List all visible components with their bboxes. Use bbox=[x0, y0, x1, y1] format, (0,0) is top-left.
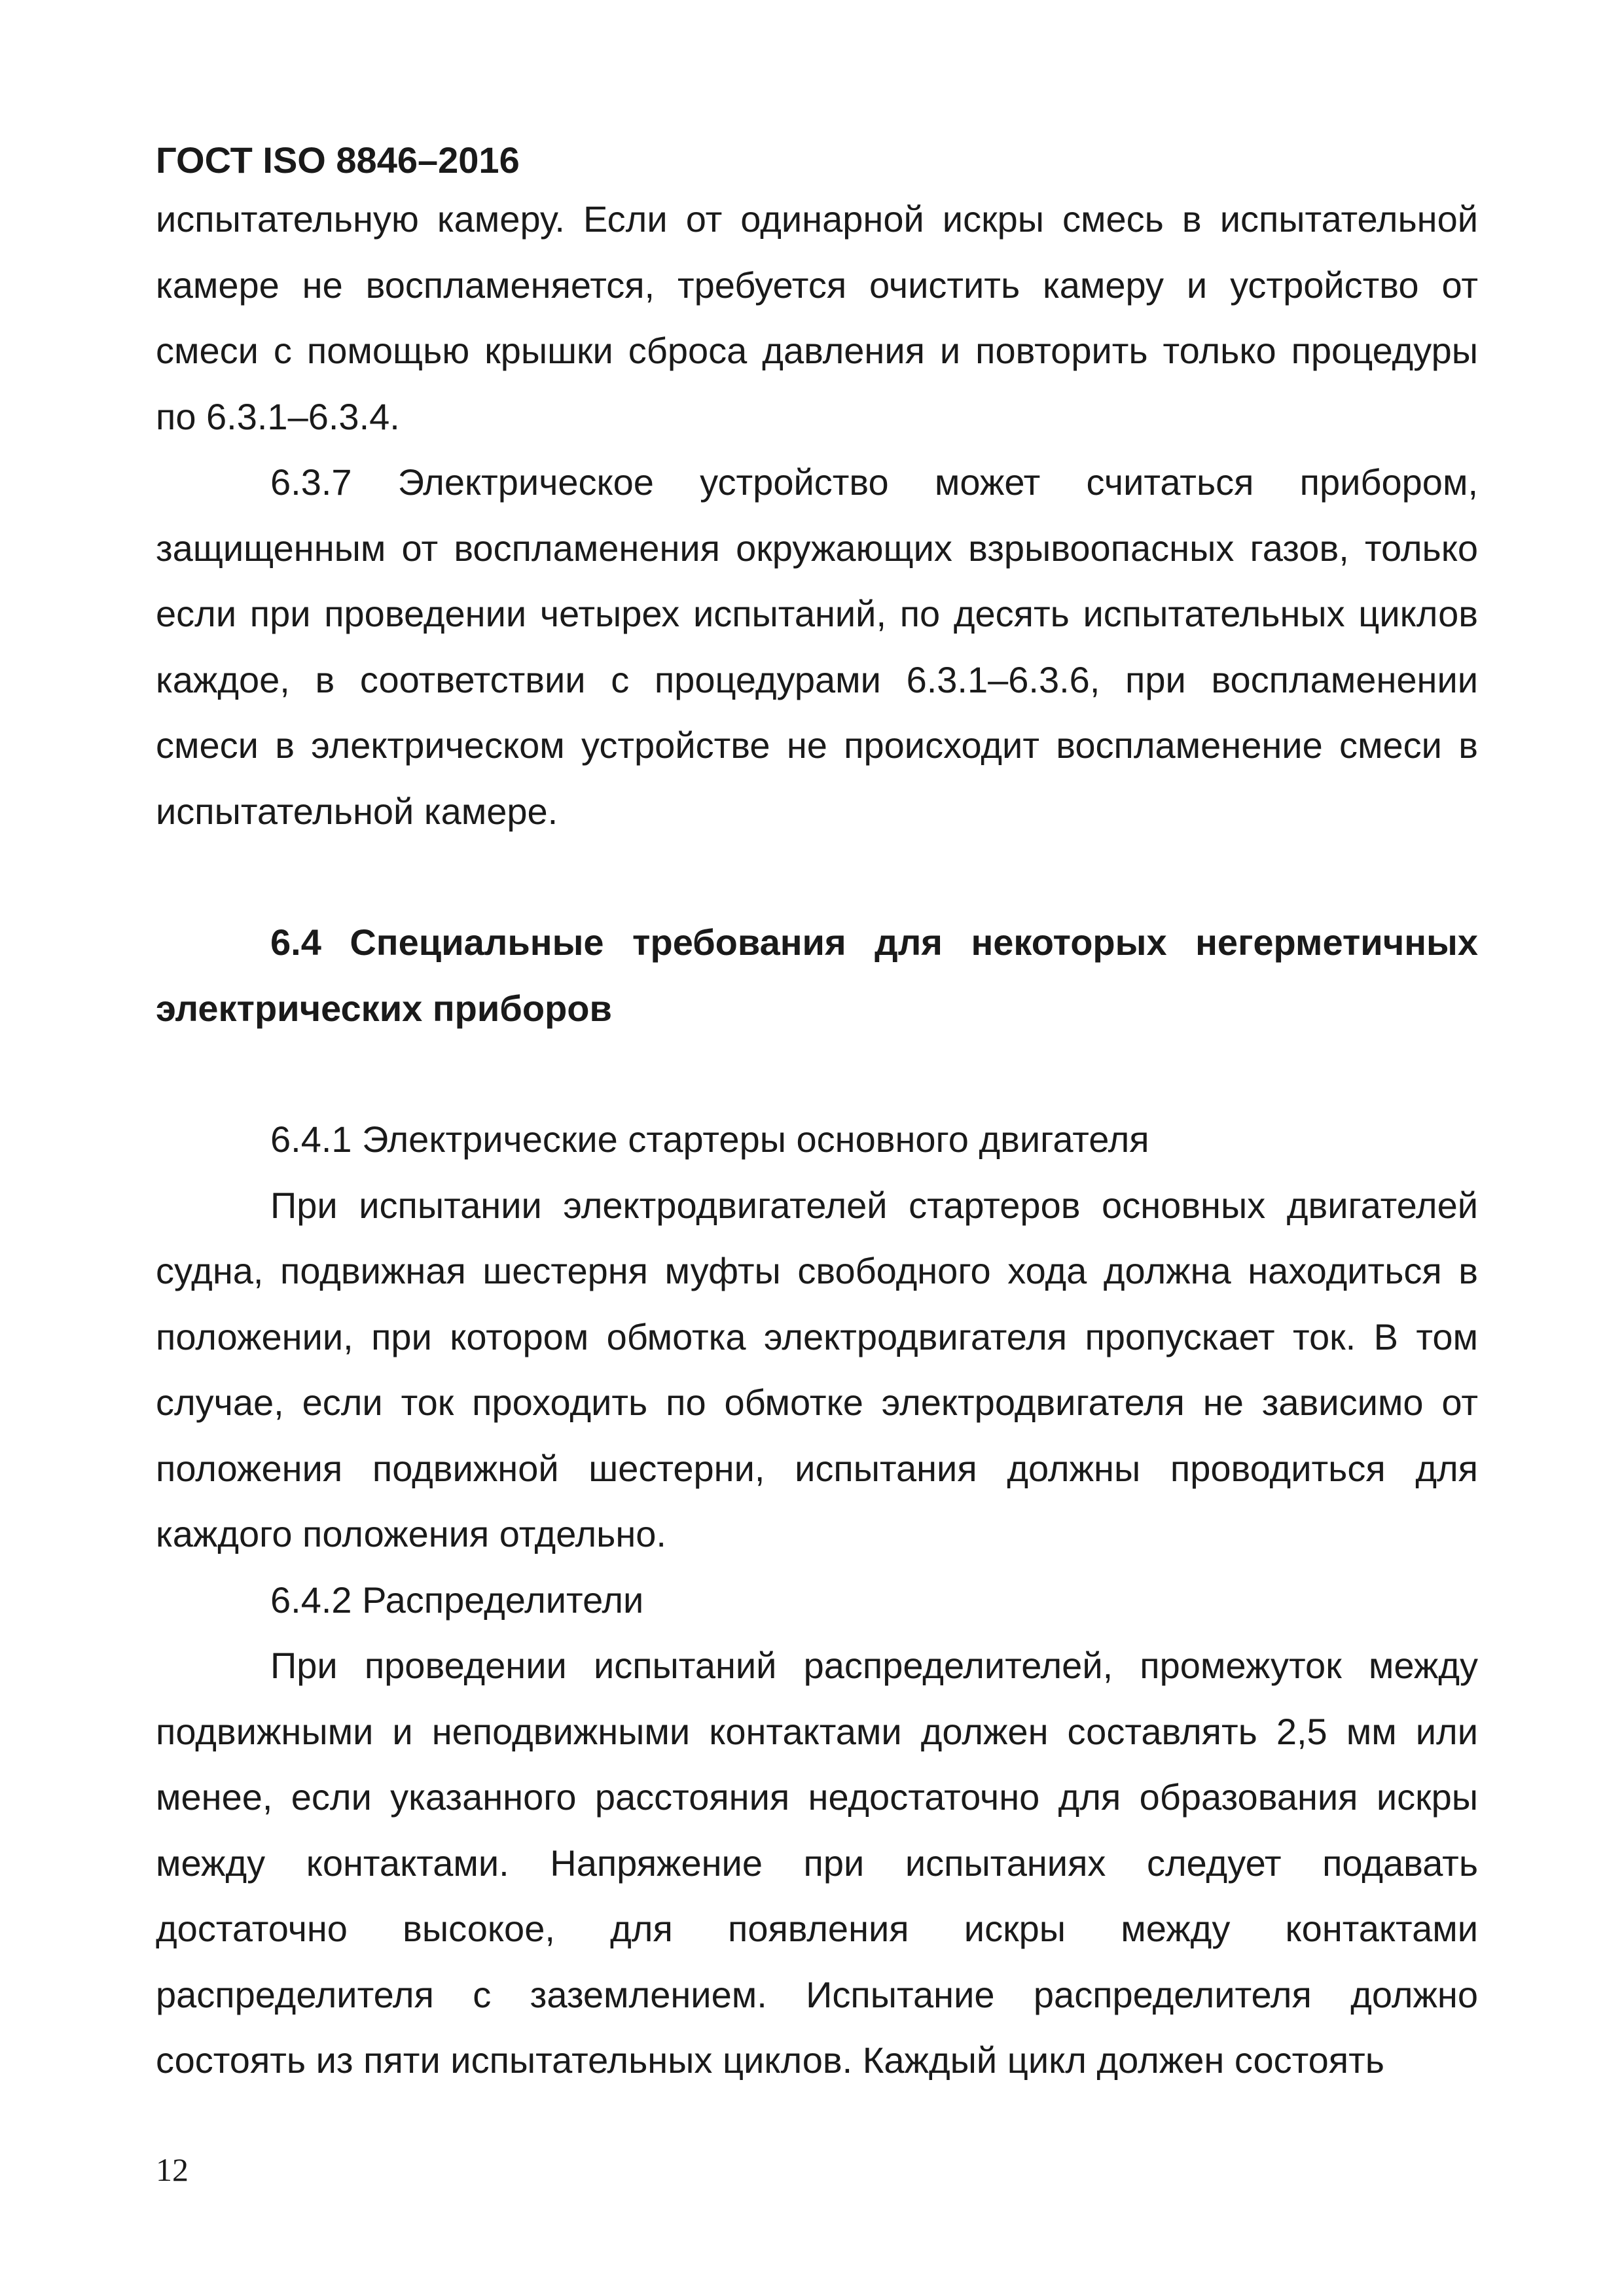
page-number: 12 bbox=[156, 2151, 189, 2188]
subsection-title-6-4-1: 6.4.1 Электрические стартеры основного двигателя bbox=[270, 1119, 1149, 1160]
document-body bbox=[156, 187, 1478, 2094]
paragraph-continuation: испытательную камеру. Если от одинарной искры смесь в испытательной камере не воспламеняется, требуется очистить камеру и устройство от смеси с помощью крышки сброса давления и повторить только процедуры по 6.3.1–6.3.4. bbox=[156, 198, 1478, 437]
paragraph-6-3-7: 6.3.7 Электрическое устройство может считаться прибором, защищенным от воспламенения окружающих взрывоопасных газов, только если при проведении четырех испытаний, по десять испытательных циклов каждое, в соответствии с процедурами 6.3.1–6.3.6, при воспламенении смеси в электрическом устройстве не происходит воспламенение смеси в испытательной камере. bbox=[156, 461, 1478, 832]
paragraph-6-4-1-body: При испытании электродвигателей стартеров основных двигателей судна, подвижная шестерня муфты свободного хода должна находиться в положении, при котором обмотка электродвигателя пропускает ток. В том случае, если ток проходить по обмотке электродвигателя не зависимо от положения подвижной шестерни, испытания должны проводиться для каждого положения отдельно. bbox=[156, 1184, 1478, 1554]
document-header: ГОСТ ISO 8846–2016 bbox=[156, 139, 520, 181]
section-heading-6-4: 6.4 Специальные требования для некоторых негерметичных электрических приборов bbox=[156, 922, 1478, 1029]
paragraph-6-4-2-body: При проведении испытаний распределителей, промежуток между подвижными и неподвижными контактами должен составлять 2,5 мм или менее, если указанного расстояния недостаточно для образования искры между контактами. Напряжение при испытаниях следует подавать достаточно высокое, для появления искры между контактами распределителя с заземлением. Испытание распределителя должно состоять из пяти испытательных циклов. Каждый цикл должен состоять bbox=[156, 1645, 1478, 2081]
subsection-title-6-4-2: 6.4.2 Распределители bbox=[270, 1579, 644, 1621]
